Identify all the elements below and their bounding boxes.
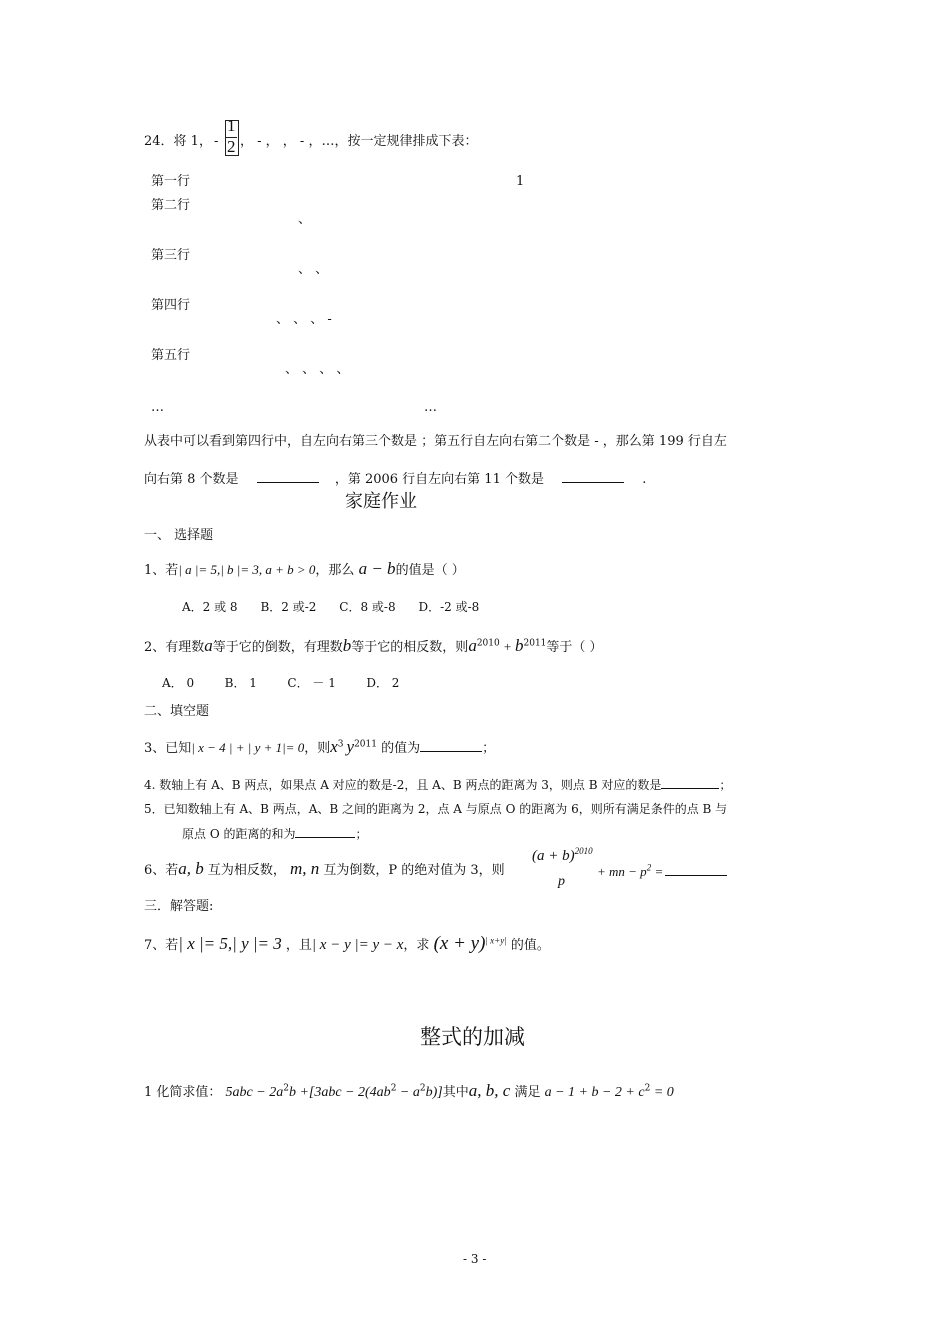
q3-exp-x: 3 (337, 739, 344, 750)
q3-suffix: 的值为 (381, 741, 421, 756)
q2-exp-a: 2010 (476, 638, 500, 649)
q1-condition: | a |= 5,| b |= 3, a + b > 0 (178, 562, 316, 577)
q24-row1-content: 1 (516, 174, 525, 189)
q2-options: A． 0 B． 1 C． － 1 D． 2 (162, 676, 400, 690)
q5-text: 原点 O 的距离的和为 (182, 827, 296, 841)
q4-text: 4. 数轴上有 A、B 两点，如果点 A 对应的数是-2，且 A、B 两点的距离为 3，则点 B 对应的数是 (144, 778, 662, 792)
poly-q1-exp4: 2 (644, 1083, 651, 1094)
q3-answer-blank[interactable] (420, 751, 482, 752)
q24-frac-numerator: 1 (227, 116, 236, 135)
q4-end: ； (719, 778, 732, 792)
q7-exp: | x+y| (485, 935, 507, 946)
q6-prefix: 6、若 (144, 863, 179, 878)
q6-denominator: p (558, 874, 565, 889)
polynomial-title: 整式的加减 (420, 1025, 525, 1049)
q2-expr-a: a (468, 636, 477, 655)
q3-end: ； (482, 741, 496, 756)
q6-tail-text: + mn − p (597, 864, 647, 879)
q7-line (144, 933, 550, 954)
q7-mid1: ，且 (285, 938, 312, 953)
q24-row2-label: 第二行 (151, 198, 191, 213)
q2-var-a: a (204, 636, 213, 655)
poly-q1-prefix: 1 化简求值： (144, 1085, 222, 1100)
poly-q1-exp3: 2 (419, 1083, 426, 1094)
section-fill-heading: 二、填空题 (144, 704, 210, 719)
q7-prefix: 7、若 (144, 938, 179, 953)
q24-row1-label: 第一行 (151, 174, 191, 189)
q3-exp-y: 2011 (354, 739, 377, 750)
q6-eq: = (651, 864, 664, 879)
q5-line2 (182, 826, 367, 842)
page-number: - 3 - (463, 1252, 487, 1266)
q2-var-b: b (342, 636, 352, 655)
q3-base-x: x (330, 737, 338, 756)
q24-row5-label: 第五行 (151, 348, 191, 363)
poly-q1-bracket: [3abc − 2(4ab (308, 1085, 391, 1100)
poly-q1-expr-b: b + (288, 1085, 309, 1100)
q24-sequence-tail: ， - ， ， - ，…，按一定规律排成下表： (240, 134, 478, 149)
q1-expression: a − b (358, 559, 396, 578)
q24-row4-content: 、 、 、 - (276, 312, 332, 327)
poly-q1-satisfy: 满足 (514, 1085, 541, 1100)
poly-q1-exp1: 2 (283, 1083, 289, 1094)
q7-cond2: | x − y |= y − x (311, 937, 404, 953)
q24-question-line1: 从表中可以看到第四行中，自左向右第三个数是 ；第五行自左向右第二个数是 - ，那么第 199 行自左 (144, 434, 727, 449)
q6-tail-exp: 2 (646, 862, 652, 873)
q1-options: A．2 或 8 B．2 或-2 C．8 或-8 D．-2 或-8 (182, 600, 480, 614)
poly-q1-line (144, 1083, 674, 1101)
q5-end: ； (355, 827, 368, 841)
q24-answer-blank-2[interactable] (562, 482, 624, 483)
q24-prefix: 24．将 1， (144, 134, 212, 149)
q4-answer-blank[interactable] (661, 788, 719, 789)
poly-q1-bracket-c: b)] (425, 1085, 443, 1100)
q2-expr-b: b (515, 636, 524, 655)
poly-q1-vars: a, b, c (468, 1081, 511, 1100)
homework-title: 家庭作业 (345, 491, 417, 512)
q7-base: (x + y) (433, 933, 486, 954)
q24-row4-label: 第四行 (151, 298, 191, 313)
q2-suffix: 等于（ ） (546, 640, 603, 655)
q5-line1: 5．已知数轴上有 A、B 两点，A、B 之间的距离为 2，点 A 与原点 O 的距离为 6，则所有满足条件的点 B 与 (144, 802, 728, 816)
q24-line2-c: . (642, 472, 647, 487)
q7-cond1: | x |= 5,| y |= 3 (178, 934, 282, 953)
q3-mid: ，则 (304, 741, 331, 756)
q6-mid1: 互为相反数， (207, 863, 286, 878)
q5-answer-blank[interactable] (295, 837, 355, 838)
q1-line (144, 561, 465, 579)
q24-row2-content: 、 (298, 212, 312, 227)
q6-numer-exp: 2010 (574, 846, 593, 856)
q24-row5-content: 、 、 、 、 (285, 362, 350, 377)
q1-prefix: 1、若 (144, 563, 179, 578)
q3-prefix: 3、已知 (144, 741, 192, 756)
q1-suffix: 的值是（ ） (395, 563, 465, 578)
q4-line (144, 777, 731, 793)
poly-q1-cond-a: a − 1 + b − 2 + c (544, 1085, 645, 1100)
q6-answer-blank[interactable] (665, 875, 727, 876)
q7-suffix: 的值。 (510, 938, 550, 953)
q6-vars2: m, n (289, 859, 320, 878)
q24-frac-denominator: 2 (227, 137, 236, 156)
q24-line2-a: 向右第 8 个数是 (144, 472, 239, 487)
q2-line (144, 638, 603, 656)
q3-base-y: y (346, 737, 355, 756)
poly-q1-cond-b: = 0 (650, 1085, 674, 1100)
poly-q1-bracket-b: − a (396, 1085, 420, 1100)
section-choice-heading: 一、 选择题 (144, 528, 214, 543)
poly-q1-expr-a: 5abc − 2a (225, 1085, 284, 1100)
q24-line2-b: ，第 2006 行自左向右第 11 个数是 (334, 472, 544, 487)
q2-prefix: 2、有理数 (144, 640, 205, 655)
q24-row-ellipsis-label: … (151, 400, 164, 415)
poly-q1-mid: 其中 (442, 1085, 469, 1100)
q24-question-line2 (144, 472, 646, 488)
q3-condition: | x − 4 | + | y + 1|= 0 (191, 740, 305, 755)
section-answer-heading: 三．解答题: (144, 899, 214, 914)
q3-line (144, 739, 495, 757)
q24-frac-minus: - (214, 134, 219, 149)
q24-row3-content: 、 、 (298, 262, 329, 277)
q2-exp-b: 2011 (523, 638, 547, 649)
q6-numer-text: (a + b) (532, 848, 575, 864)
q1-mid: ，那么 (315, 563, 355, 578)
poly-q1-exp2: 2 (390, 1083, 397, 1094)
q24-answer-blank-1[interactable] (257, 482, 319, 483)
q7-mid2: ，求 (403, 938, 430, 953)
q6-line (144, 861, 505, 879)
q6-vars1: a, b (178, 859, 204, 878)
q6-mid2: 互为倒数，P 的绝对值为 3，则 (323, 863, 505, 878)
q6-numerator (532, 848, 593, 864)
q2-plus: + (499, 639, 515, 654)
q24-row3-label: 第三行 (151, 248, 191, 263)
q2-mid1: 等于它的倒数，有理数 (212, 640, 343, 655)
q24-row-ellipsis-content: … (424, 400, 437, 415)
q6-tail (597, 864, 727, 880)
q2-mid2: 等于它的相反数，则 (351, 640, 469, 655)
